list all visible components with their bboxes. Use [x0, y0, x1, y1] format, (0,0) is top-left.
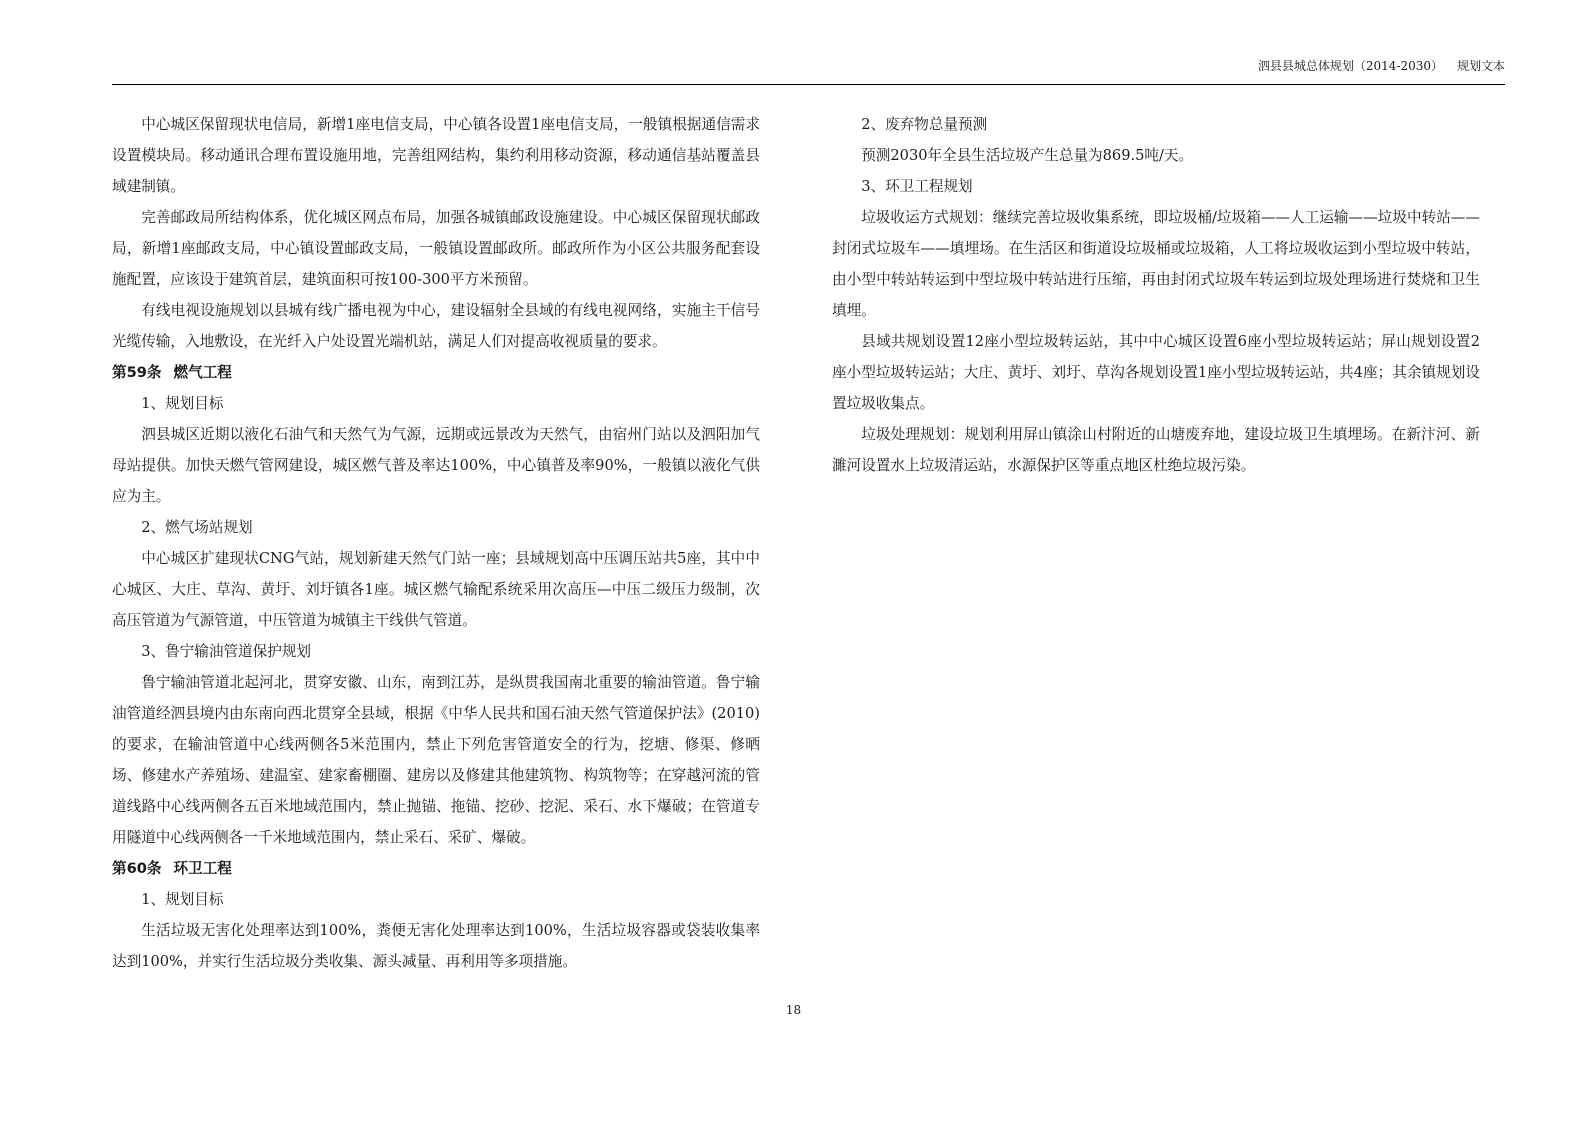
page-number: 18 — [785, 1003, 802, 1017]
paragraph-telecom: 中心城区保留现状电信局，新增1座电信支局，中心镇各设置1座电信支局，一般镇根据通信需求设置模块局。移动通讯合理布置设施用地，完善组网结构，集约利用移动资源，移动通信基站覆盖县域建制镇。 — [112, 116, 760, 195]
paragraph-gas-goal: 泗县城区近期以液化石油气和天然气为气源，远期或远景改为天然气，由宿州门站以及泗阳加气母站提供。加快天燃气管网建设，城区燃气普及率达100%，中心镇普及率90%，一般镇以液化气供应为主。 — [112, 426, 760, 505]
article-59-heading — [112, 357, 760, 388]
article-number: 第60条 — [112, 860, 162, 877]
subheading-pipeline-protection: 3、鲁宁输油管道保护规划 — [141, 643, 312, 660]
article-60-heading — [112, 853, 760, 884]
subheading-sanitation-goal: 1、规划目标 — [141, 891, 224, 908]
document-title: 泗县县城总体规划（2014-2030） — [1257, 59, 1443, 73]
subheading-gas-stations: 2、燃气场站规划 — [141, 519, 253, 536]
paragraph-cable-tv: 有线电视设施规划以县城有线广播电视为中心，建设辐射全县域的有线电视网络，实施主干信号光缆传输，入地敷设，在光纤入户处设置光端机站，满足人们对提高收视质量的要求。 — [112, 302, 760, 350]
paragraph-sanitation-goal: 生活垃圾无害化处理率达到100%，粪便无害化处理率达到100%，生活垃圾容器或袋装收集率达到100%，并实行生活垃圾分类收集、源头减量、再利用等多项措施。 — [112, 922, 760, 970]
subheading-waste-forecast: 2、废弃物总量预测 — [861, 116, 988, 133]
paragraph-transfer-stations: 县域共规划设置12座小型垃圾转运站，其中中心城区设置6座小型垃圾转运站；屏山规划设置2座小型垃圾转运站；大庄、黄圩、刘圩、草沟各规划设置1座小型垃圾转运站，共4座；其余镇规划设置垃圾收集点。 — [832, 333, 1480, 412]
paragraph-waste-collection: 垃圾收运方式规划：继续完善垃圾收集系统，即垃圾桶/垃圾箱——人工运输——垃圾中转站——封闭式垃圾车——填埋场。在生活区和街道设垃圾桶或垃圾箱，人工将垃圾收运到小型垃圾中转站，由小型中转站转运到中型垃圾中转站进行压缩，再由封闭式垃圾车转运到垃圾处理场进行焚烧和卫生填埋。 — [832, 209, 1480, 319]
page-header — [112, 58, 1505, 85]
document-type: 规划文本 — [1456, 59, 1505, 73]
article-title: 燃气工程 — [173, 364, 232, 381]
left-column — [112, 109, 760, 977]
subheading-sanitation-planning: 3、环卫工程规划 — [861, 178, 973, 195]
paragraph-waste-forecast: 预测2030年全县生活垃圾产生总量为869.5吨/天。 — [861, 147, 1194, 164]
right-column — [832, 109, 1480, 481]
paragraph-pipeline-protection: 鲁宁输油管道北起河北，贯穿安徽、山东，南到江苏，是纵贯我国南北重要的输油管道。鲁宁输油管道经泗县境内由东南向西北贯穿全县域，根据《中华人民共和国石油天然气管道保护法》(2010)的要求，在输油管道中心线两侧各5米范围内，禁止下列危害管道安全的行为，挖塘、修渠、修晒场、修建水产养殖场、建温室、建家畜棚圈、建房以及修建其他建筑物、构筑物等；在穿越河流的管道线路中心线两侧各五百米地域范围内，禁止抛锚、拖锚、挖砂、挖泥、采石、水下爆破；在管道专用隧道中心线两侧各一千米地域范围内，禁止采石、采矿、爆破。 — [112, 674, 760, 846]
paragraph-postal: 完善邮政局所结构体系，优化城区网点布局，加强各城镇邮政设施建设。中心城区保留现状邮政局，新增1座邮政支局，中心镇设置邮政支局，一般镇设置邮政所。邮政所作为小区公共服务配套设施配置，应该设于建筑首层，建筑面积可按100-300平方米预留。 — [112, 209, 760, 288]
paragraph-waste-disposal: 垃圾处理规划：规划利用屏山镇涂山村附近的山塘废弃地，建设垃圾卫生填埋场。在新汴河、新濉河设置水上垃圾清运站，水源保护区等重点地区杜绝垃圾污染。 — [832, 426, 1480, 474]
article-title: 环卫工程 — [173, 860, 232, 877]
subheading-planning-goal: 1、规划目标 — [141, 395, 224, 412]
article-number: 第59条 — [112, 364, 162, 381]
paragraph-gas-stations: 中心城区扩建现状CNG气站，规划新建天然气门站一座；县域规划高中压调压站共5座，其中中心城区、大庄、草沟、黄圩、刘圩镇各1座。城区燃气输配系统采用次高压—中压二级压力级制，次高压管道为气源管道，中压管道为城镇主干线供气管道。 — [112, 550, 760, 629]
